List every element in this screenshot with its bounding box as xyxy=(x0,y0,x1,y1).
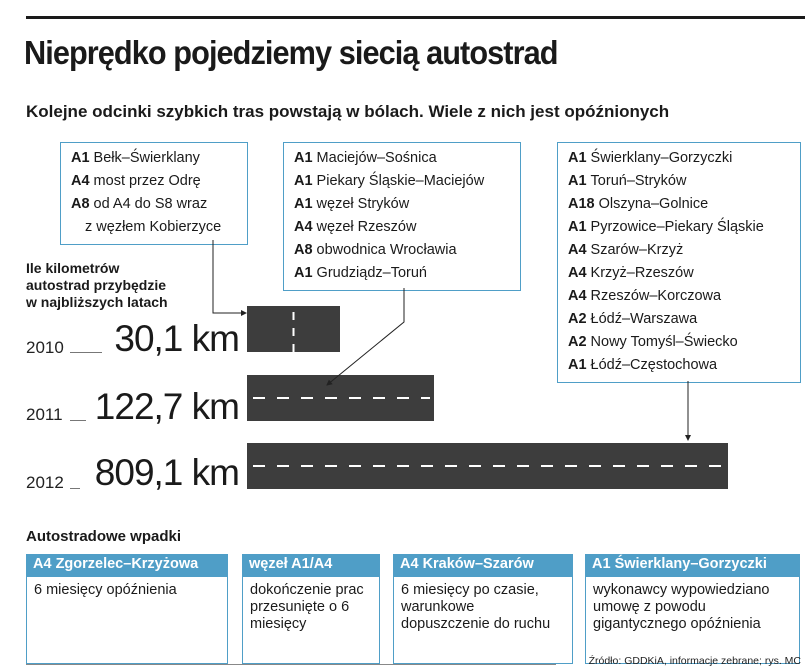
section-name: od A4 do S8 wraz xyxy=(93,196,208,212)
section-name: węzeł Rzeszów xyxy=(316,219,417,235)
year-label-2012: 2012 xyxy=(26,473,64,492)
road-code: A18 xyxy=(568,196,595,212)
road-code: A1 xyxy=(568,150,587,166)
section-name: Szarów–Krzyż xyxy=(590,242,684,258)
section-name: Olszyna–Golnice xyxy=(598,196,709,212)
road-code: A4 xyxy=(568,242,587,258)
incident-head: A1 Świerklany–Gorzyczki xyxy=(585,554,800,577)
section-name: most przez Odrę xyxy=(93,173,201,189)
year-label-2010: 2010 xyxy=(26,338,64,357)
page-title: Nieprędko pojedziemy siecią autostrad xyxy=(24,34,558,71)
section-name: Krzyż–Rzeszów xyxy=(590,265,694,281)
section-item-continuation: z węzłem Kobierzyce xyxy=(85,219,222,235)
subtitle: Kolejne odcinki szybkich tras powstają w bólach. Wiele z nich jest opóźnionych xyxy=(26,102,670,121)
source-rule xyxy=(26,664,556,665)
road-code: A4 xyxy=(568,288,587,304)
year-label-2011: 2011 xyxy=(26,405,63,424)
arrow-2011 xyxy=(327,288,404,385)
arrow-2010 xyxy=(213,240,246,313)
road-code: A1 xyxy=(294,173,313,189)
road-code: A1 xyxy=(568,219,587,235)
question-line-3: w najbliższych latach xyxy=(26,294,168,310)
incident-card xyxy=(585,554,800,664)
incidents-title: Autostradowe wpadki xyxy=(26,528,182,545)
section-name: Łódź–Częstochowa xyxy=(590,357,718,373)
road-code: A1 xyxy=(294,150,313,166)
incident-text: 6 miesięcy po czasie, warunkowe dopuszczenie do ruchu xyxy=(393,577,573,664)
section-name: Bełk–Świerklany xyxy=(93,150,200,166)
incident-head: węzeł A1/A4 xyxy=(242,554,380,577)
section-name: Świerklany–Gorzyczki xyxy=(590,150,733,166)
incident-head: A4 Kraków–Szarów xyxy=(393,554,573,577)
section-name: obwodnica Wrocławia xyxy=(316,242,457,258)
road-code: A1 xyxy=(568,357,587,373)
question-line-2: autostrad przybędzie xyxy=(26,277,167,293)
road-code: A4 xyxy=(294,219,313,235)
section-name: Toruń–Stryków xyxy=(590,173,687,189)
section-name: węzeł Stryków xyxy=(316,196,410,212)
road-code: A2 xyxy=(568,334,587,350)
road-code: A8 xyxy=(294,242,313,258)
section-name: Grudziądz–Toruń xyxy=(316,265,427,281)
incident-text: dokończenie prac przesunięte o 6 miesięcy xyxy=(242,577,380,664)
incident-card xyxy=(26,554,228,664)
question-line-1: Ile kilometrów xyxy=(26,260,120,276)
road-code: A1 xyxy=(71,150,90,166)
section-name: Łódź–Warszawa xyxy=(590,311,698,327)
road-code: A4 xyxy=(71,173,90,189)
section-name: Rzeszów–Korczowa xyxy=(590,288,722,304)
value-label-2011: 122,7 km xyxy=(94,386,239,427)
value-label-2010: 30,1 km xyxy=(114,318,239,359)
road-code: A4 xyxy=(568,265,587,281)
section-name: Piekary Śląskie–Maciejów xyxy=(316,173,485,189)
incident-text: wykonawcy wypowiedziano umowę z powodu gigantycznego opóźnienia xyxy=(585,577,800,664)
road-code: A1 xyxy=(568,173,587,189)
section-name: Pyrzowice–Piekary Śląskie xyxy=(590,219,764,235)
incident-card xyxy=(393,554,573,664)
value-label-2012: 809,1 km xyxy=(94,452,239,493)
incident-head: A4 Zgorzelec–Krzyżowa xyxy=(26,554,228,577)
road-code: A8 xyxy=(71,196,90,212)
road-code: A2 xyxy=(568,311,587,327)
incident-text: 6 miesięcy opóźnienia xyxy=(26,577,228,664)
road-code: A1 xyxy=(294,265,313,281)
road-code: A1 xyxy=(294,196,313,212)
section-name: Maciejów–Sośnica xyxy=(316,150,437,166)
section-name: Nowy Tomyśl–Świecko xyxy=(590,334,738,350)
source-note: Źródło: GDDKiA, informacje zebrane; rys. MC xyxy=(588,655,801,667)
incident-card xyxy=(242,554,380,664)
